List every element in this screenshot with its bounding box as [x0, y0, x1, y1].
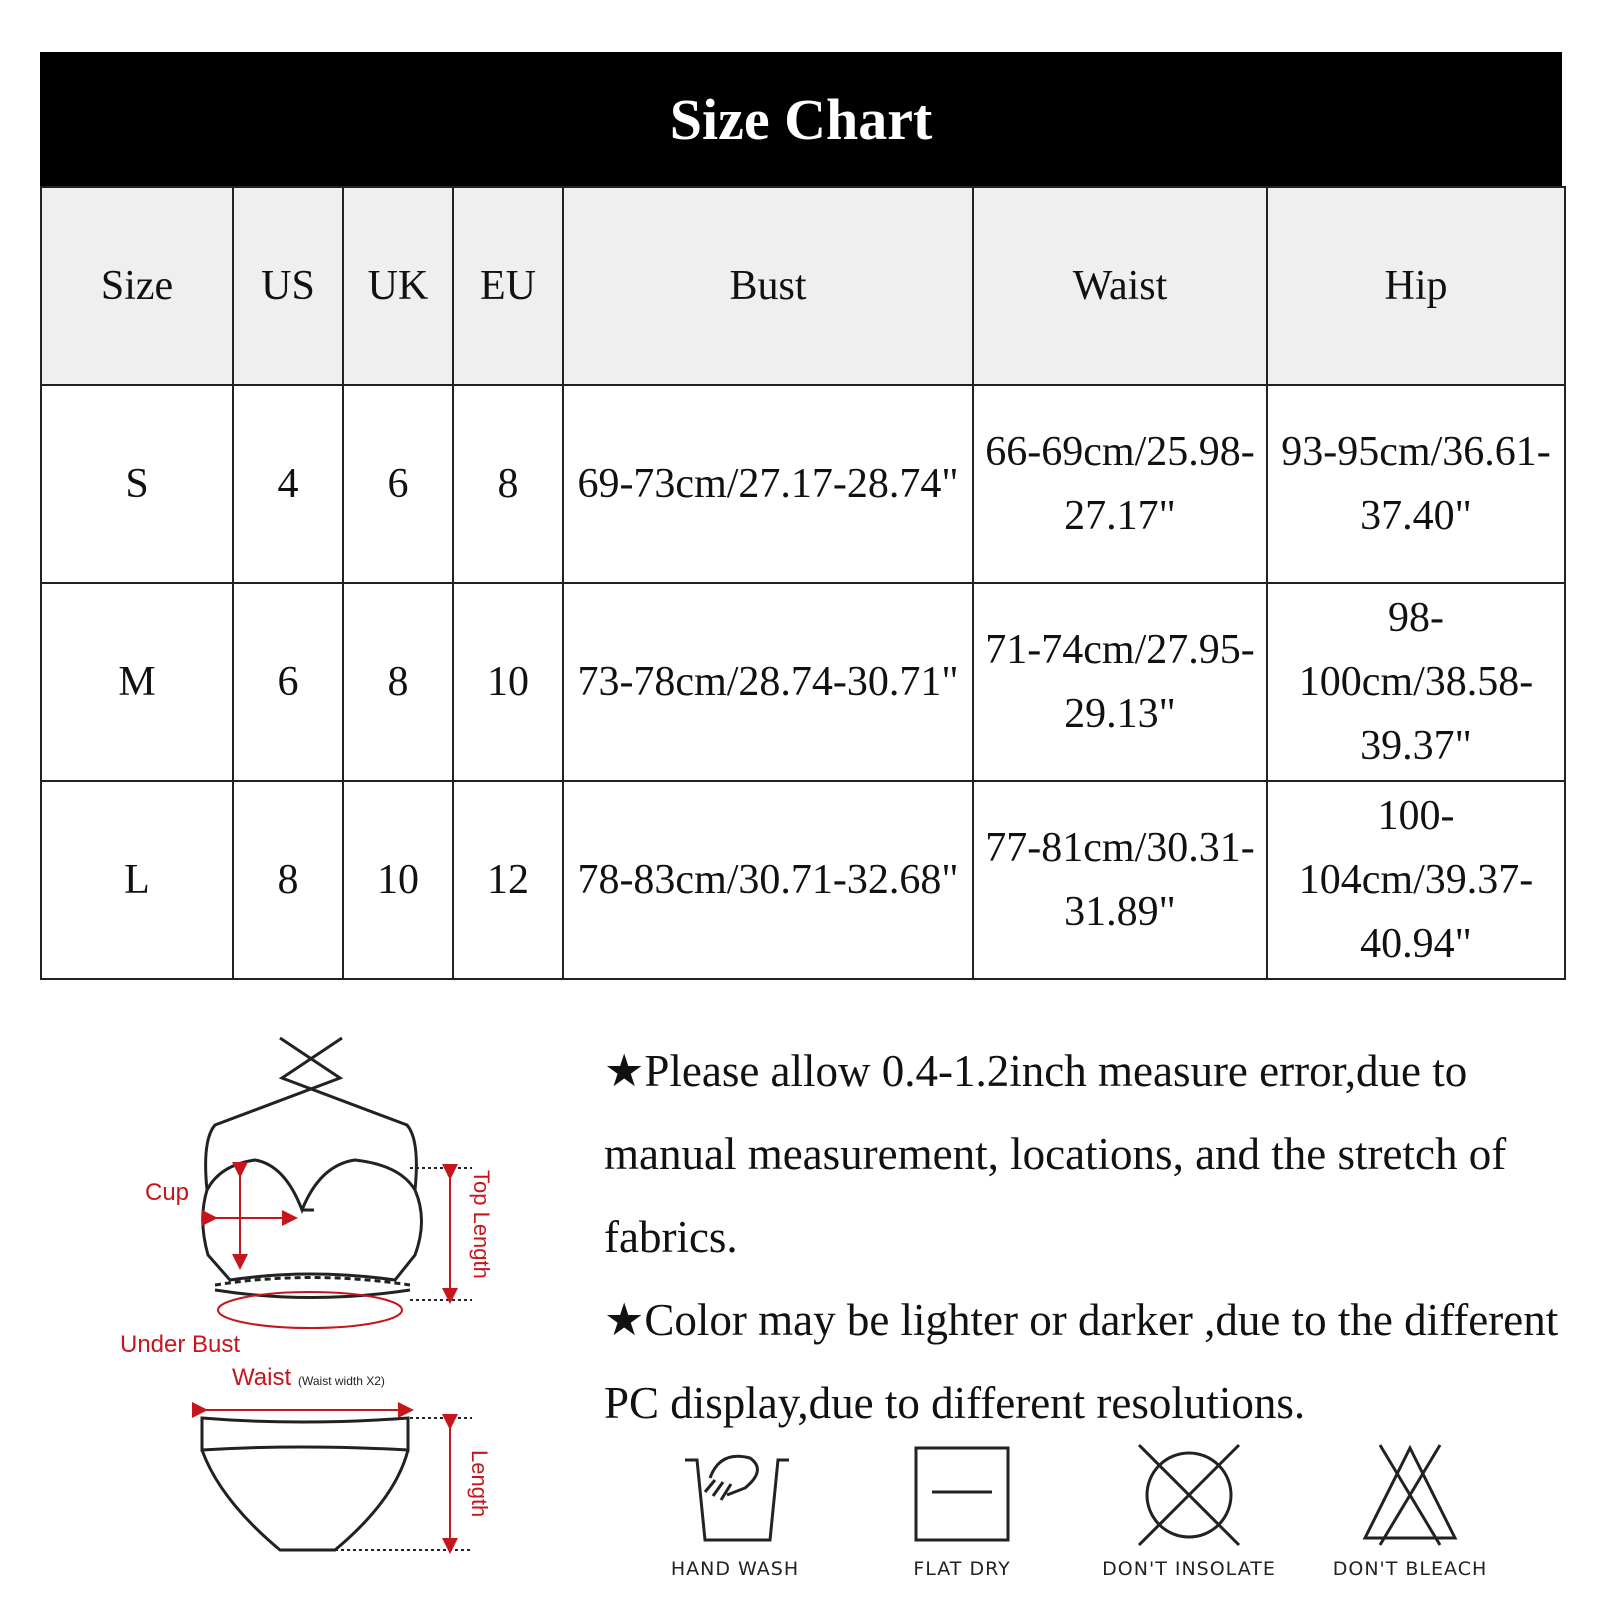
table-cell: 6: [343, 385, 453, 583]
table-cell: 4: [233, 385, 343, 583]
table-cell: 8: [453, 385, 563, 583]
care-dont-bleach: [1310, 1440, 1510, 1590]
table-row: [41, 385, 1565, 583]
length-label: Length: [467, 1450, 492, 1518]
table-cell: 69-73cm/27.17-28.74": [563, 385, 973, 583]
page-title: Size Chart: [669, 86, 933, 152]
flat-dry-icon: [902, 1440, 1022, 1550]
care-dont-insolate: [1089, 1440, 1289, 1590]
table-cell: 6: [233, 583, 343, 781]
care-label: FLAT DRY: [913, 1558, 1011, 1580]
table-cell: 98-100cm/38.58-39.37": [1267, 583, 1565, 781]
cup-label: Cup: [145, 1179, 190, 1206]
waist-note: (Waist width X2): [298, 1374, 385, 1388]
table-cell: 12: [453, 781, 563, 979]
table-cell: 73-78cm/28.74-30.71": [563, 583, 973, 781]
table-cell: 10: [453, 583, 563, 781]
notes: [604, 1030, 1574, 1445]
hand-wash-icon: [675, 1440, 795, 1550]
dont-insolate-icon: [1129, 1440, 1249, 1550]
note-measure-error: ★Please allow 0.4-1.2inch measure error,due to manual measurement, locations, and the stretch of fabrics.: [604, 1046, 1507, 1262]
table-cell: 93-95cm/36.61-37.40": [1267, 385, 1565, 583]
under-bust-label: Under Bust: [120, 1331, 241, 1358]
header-size: Size: [41, 187, 233, 385]
top-length-label: Top Length: [469, 1170, 494, 1279]
table-cell: 66-69cm/25.98-27.17": [973, 385, 1267, 583]
table-cell: 100-104cm/39.37-40.94": [1267, 781, 1565, 979]
table-cell: 8: [343, 583, 453, 781]
header-bust: Bust: [563, 187, 973, 385]
table-row: [41, 781, 1565, 979]
table-cell: 10: [343, 781, 453, 979]
bikini-top-icon: [203, 1038, 422, 1298]
header-uk: UK: [343, 187, 453, 385]
table-cell: 71-74cm/27.95-29.13": [973, 583, 1267, 781]
table-cell: M: [41, 583, 233, 781]
table-cell: S: [41, 385, 233, 583]
header-waist: Waist: [973, 187, 1267, 385]
care-label: DON'T BLEACH: [1332, 1558, 1488, 1580]
table-cell: 78-83cm/30.71-32.68": [563, 781, 973, 979]
table-row: [41, 583, 1565, 781]
measurement-diagram: [110, 1030, 530, 1590]
dont-bleach-icon: [1350, 1440, 1470, 1550]
header-us: US: [233, 187, 343, 385]
size-table: [40, 186, 1566, 980]
care-label: HAND WASH: [670, 1558, 800, 1580]
table-cell: 8: [233, 781, 343, 979]
note-color: ★Color may be lighter or darker ,due to the different PC display,due to different resolutions.: [604, 1295, 1559, 1428]
table-cell: L: [41, 781, 233, 979]
bikini-bottom-icon: [202, 1418, 472, 1550]
care-label: DON'T INSOLATE: [1102, 1558, 1276, 1580]
header-hip: Hip: [1267, 187, 1565, 385]
table-header-row: [41, 187, 1565, 385]
care-flat-dry: [862, 1440, 1062, 1590]
size-chart-title-bar: [40, 52, 1562, 186]
header-eu: EU: [453, 187, 563, 385]
table-cell: 77-81cm/30.31-31.89": [973, 781, 1267, 979]
care-hand-wash: [635, 1440, 835, 1590]
waist-label: Waist: [232, 1364, 292, 1391]
